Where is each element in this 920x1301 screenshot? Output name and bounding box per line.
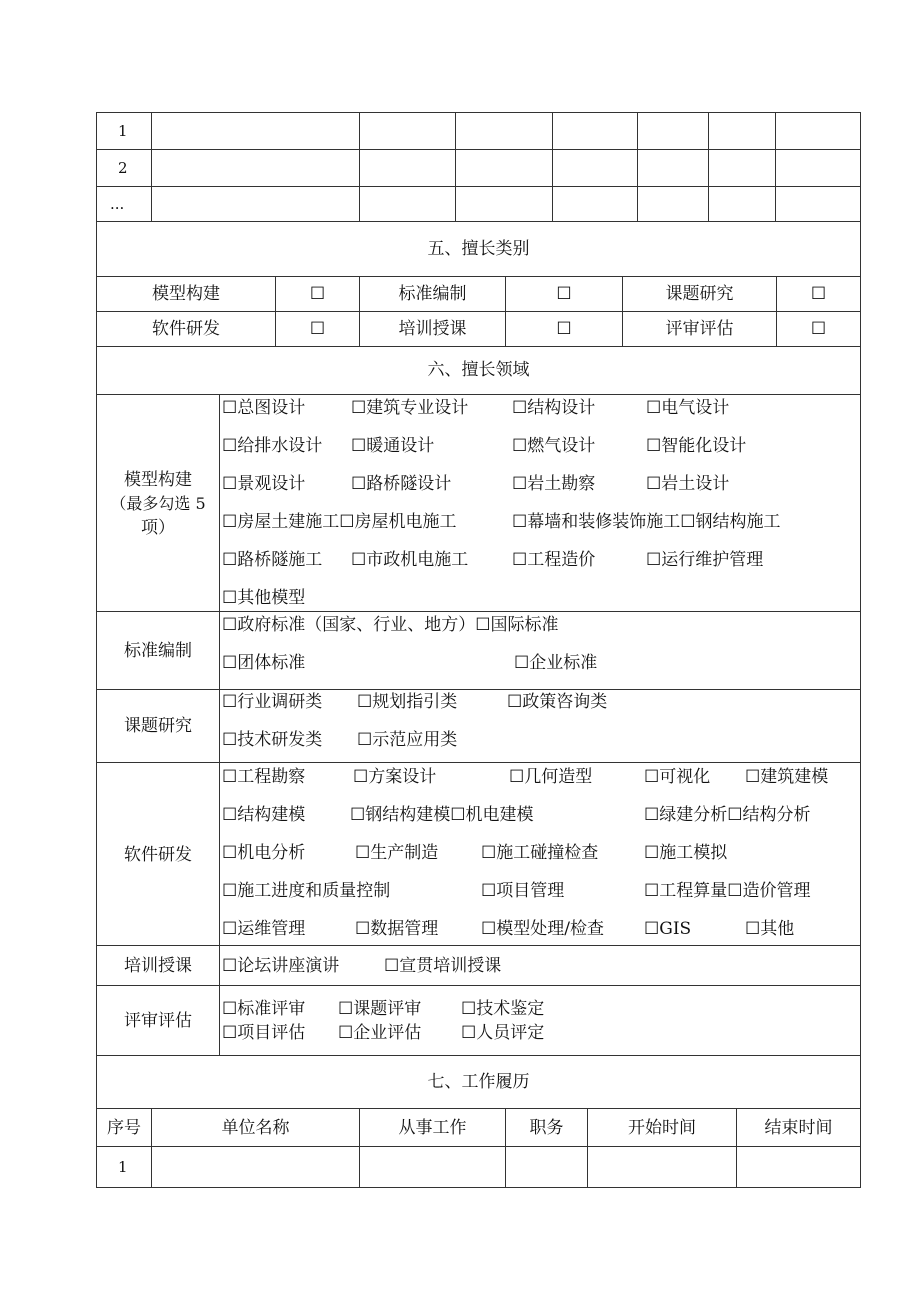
- col-line: [637, 112, 638, 221]
- column-header: 从事工作: [398, 1118, 467, 1138]
- col-line: [151, 112, 152, 221]
- category-label: 软件研发: [152, 319, 220, 339]
- column-header: 职务: [529, 1118, 564, 1138]
- option-checkbox[interactable]: ☐工程勘察: [222, 767, 306, 787]
- option-checkbox[interactable]: ☐岩土设计: [646, 474, 730, 494]
- col-line: [455, 112, 456, 221]
- option-checkbox[interactable]: ☐其他模型: [222, 588, 306, 608]
- col-line: [359, 112, 360, 221]
- option-checkbox[interactable]: ☐路桥隧设计: [351, 474, 452, 494]
- option-checkbox[interactable]: ☐路桥隧施工: [222, 550, 323, 570]
- field-label-software: 软件研发: [124, 845, 192, 865]
- option-checkbox[interactable]: ☐机电分析: [222, 843, 306, 863]
- option-checkbox[interactable]: ☐施工进度和质量控制: [222, 881, 391, 901]
- row-line: [96, 689, 861, 690]
- option-checkbox[interactable]: ☐工程造价: [512, 550, 596, 570]
- category-checkbox[interactable]: ☐: [810, 284, 827, 304]
- field-label-standard: 标准编制: [124, 641, 192, 661]
- row-line: [96, 276, 861, 277]
- option-checkbox[interactable]: ☐示范应用类: [357, 730, 458, 750]
- col-line: [775, 112, 776, 221]
- row-number: 1: [118, 122, 128, 140]
- option-checkbox[interactable]: ☐岩土勘察: [512, 474, 596, 494]
- option-checkbox[interactable]: ☐幕墙和装修装饰施工☐钢结构施工: [512, 512, 781, 532]
- option-checkbox[interactable]: ☐钢结构建模☐机电建模: [350, 805, 534, 825]
- column-header: 结束时间: [764, 1118, 833, 1138]
- category-label: 培训授课: [398, 319, 467, 339]
- option-checkbox[interactable]: ☐方案设计: [353, 767, 437, 787]
- option-checkbox[interactable]: ☐标准评审: [222, 999, 306, 1019]
- row-line: [96, 762, 861, 763]
- row-line: [96, 611, 861, 612]
- option-checkbox[interactable]: ☐几何造型: [509, 767, 593, 787]
- category-checkbox[interactable]: ☐: [309, 319, 326, 339]
- option-checkbox[interactable]: ☐技术研发类: [222, 730, 323, 750]
- row-line: [96, 1187, 861, 1188]
- row-line: [96, 149, 861, 150]
- row-line: [96, 1055, 861, 1056]
- field-label-model: 模型构建: [124, 470, 192, 490]
- option-checkbox[interactable]: ☐总图设计: [222, 398, 306, 418]
- category-checkbox[interactable]: ☐: [810, 319, 827, 339]
- option-checkbox[interactable]: ☐项目评估: [222, 1023, 306, 1043]
- option-checkbox[interactable]: ☐人员评定: [461, 1023, 545, 1043]
- column-header: 序号: [107, 1118, 141, 1138]
- option-checkbox[interactable]: ☐宣贯培训授课: [384, 956, 502, 976]
- field-label-model-note: （最多勾选 5: [110, 494, 206, 513]
- row-line: [96, 311, 861, 312]
- option-checkbox[interactable]: ☐项目管理: [481, 881, 565, 901]
- option-checkbox[interactable]: ☐智能化设计: [646, 436, 747, 456]
- section-title-work-history: 七、工作履历: [427, 1072, 530, 1092]
- col-line: [708, 112, 709, 221]
- row-line: [96, 394, 861, 395]
- field-label-training: 培训授课: [124, 956, 192, 976]
- row-line: [96, 221, 861, 222]
- option-checkbox[interactable]: ☐市政机电施工: [351, 550, 469, 570]
- column-header: 开始时间: [628, 1118, 696, 1138]
- row-line: [96, 985, 861, 986]
- option-checkbox[interactable]: ☐规划指引类: [357, 692, 458, 712]
- option-checkbox[interactable]: ☐结构建模: [222, 805, 306, 825]
- category-label: 评审评估: [665, 319, 734, 339]
- option-checkbox[interactable]: ☐电气设计: [646, 398, 730, 418]
- option-checkbox[interactable]: ☐房屋土建施工☐房屋机电施工: [222, 512, 457, 532]
- option-checkbox[interactable]: ☐政策咨询类: [507, 692, 608, 712]
- option-checkbox[interactable]: ☐燃气设计: [512, 436, 596, 456]
- row-line: [96, 1108, 861, 1109]
- option-checkbox[interactable]: ☐技术鉴定: [461, 999, 545, 1019]
- option-checkbox[interactable]: ☐运行维护管理: [646, 550, 764, 570]
- option-checkbox[interactable]: ☐团体标准: [222, 653, 306, 673]
- col-line: [552, 112, 553, 221]
- option-checkbox[interactable]: ☐企业评估: [338, 1023, 422, 1043]
- col-line: [219, 394, 220, 1055]
- option-checkbox[interactable]: ☐给排水设计: [222, 436, 323, 456]
- option-checkbox[interactable]: ☐工程算量☐造价管理: [644, 881, 811, 901]
- field-label-research: 课题研究: [124, 716, 192, 736]
- option-checkbox[interactable]: ☐景观设计: [222, 474, 306, 494]
- option-checkbox[interactable]: ☐可视化: [644, 767, 711, 787]
- section-title-specialty-field: 六、擅长领域: [427, 360, 530, 380]
- field-label-review: 评审评估: [124, 1011, 192, 1031]
- section-title-specialty-category: 五、擅长类别: [427, 239, 530, 259]
- category-checkbox[interactable]: ☐: [556, 319, 572, 339]
- row-number: 1: [118, 1158, 128, 1176]
- option-checkbox[interactable]: ☐绿建分析☐结构分析: [644, 805, 811, 825]
- option-checkbox[interactable]: ☐论坛讲座演讲: [222, 956, 340, 976]
- option-checkbox[interactable]: ☐模型处理/检查: [481, 919, 604, 939]
- option-checkbox[interactable]: ☐企业标准: [514, 653, 598, 673]
- option-checkbox[interactable]: ☐GIS: [644, 919, 692, 939]
- row-line: [96, 112, 861, 113]
- row-number: 2: [118, 159, 128, 177]
- option-checkbox[interactable]: ☐施工模拟: [644, 843, 728, 863]
- row-line: [96, 186, 861, 187]
- option-checkbox[interactable]: ☐结构设计: [512, 398, 596, 418]
- column-header: 单位名称: [221, 1118, 290, 1138]
- category-label: 模型构建: [152, 284, 220, 304]
- field-label-model-note: 项）: [141, 518, 175, 538]
- option-checkbox[interactable]: ☐行业调研类: [222, 692, 323, 712]
- category-label: 标准编制: [398, 284, 467, 304]
- option-checkbox[interactable]: ☐数据管理: [355, 919, 439, 939]
- option-checkbox[interactable]: ☐施工碰撞检查: [481, 843, 599, 863]
- option-checkbox[interactable]: ☐其他: [745, 919, 795, 939]
- category-checkbox[interactable]: ☐: [556, 284, 572, 304]
- option-checkbox[interactable]: ☐运维管理: [222, 919, 306, 939]
- option-checkbox[interactable]: ☐生产制造: [355, 843, 439, 863]
- option-checkbox[interactable]: ☐政府标准（国家、行业、地方）☐国际标准: [222, 615, 559, 635]
- row-line: [96, 945, 861, 946]
- option-checkbox[interactable]: ☐建筑专业设计: [351, 398, 469, 418]
- row-line: [96, 1146, 861, 1147]
- category-label: 课题研究: [665, 284, 734, 304]
- row-line: [96, 346, 861, 347]
- option-checkbox[interactable]: ☐暖通设计: [351, 436, 435, 456]
- table-right-border: [860, 112, 861, 1188]
- row-number: ...: [110, 195, 125, 213]
- category-checkbox[interactable]: ☐: [309, 284, 326, 304]
- option-checkbox[interactable]: ☐课题评审: [338, 999, 422, 1019]
- option-checkbox[interactable]: ☐建筑建模: [745, 767, 829, 787]
